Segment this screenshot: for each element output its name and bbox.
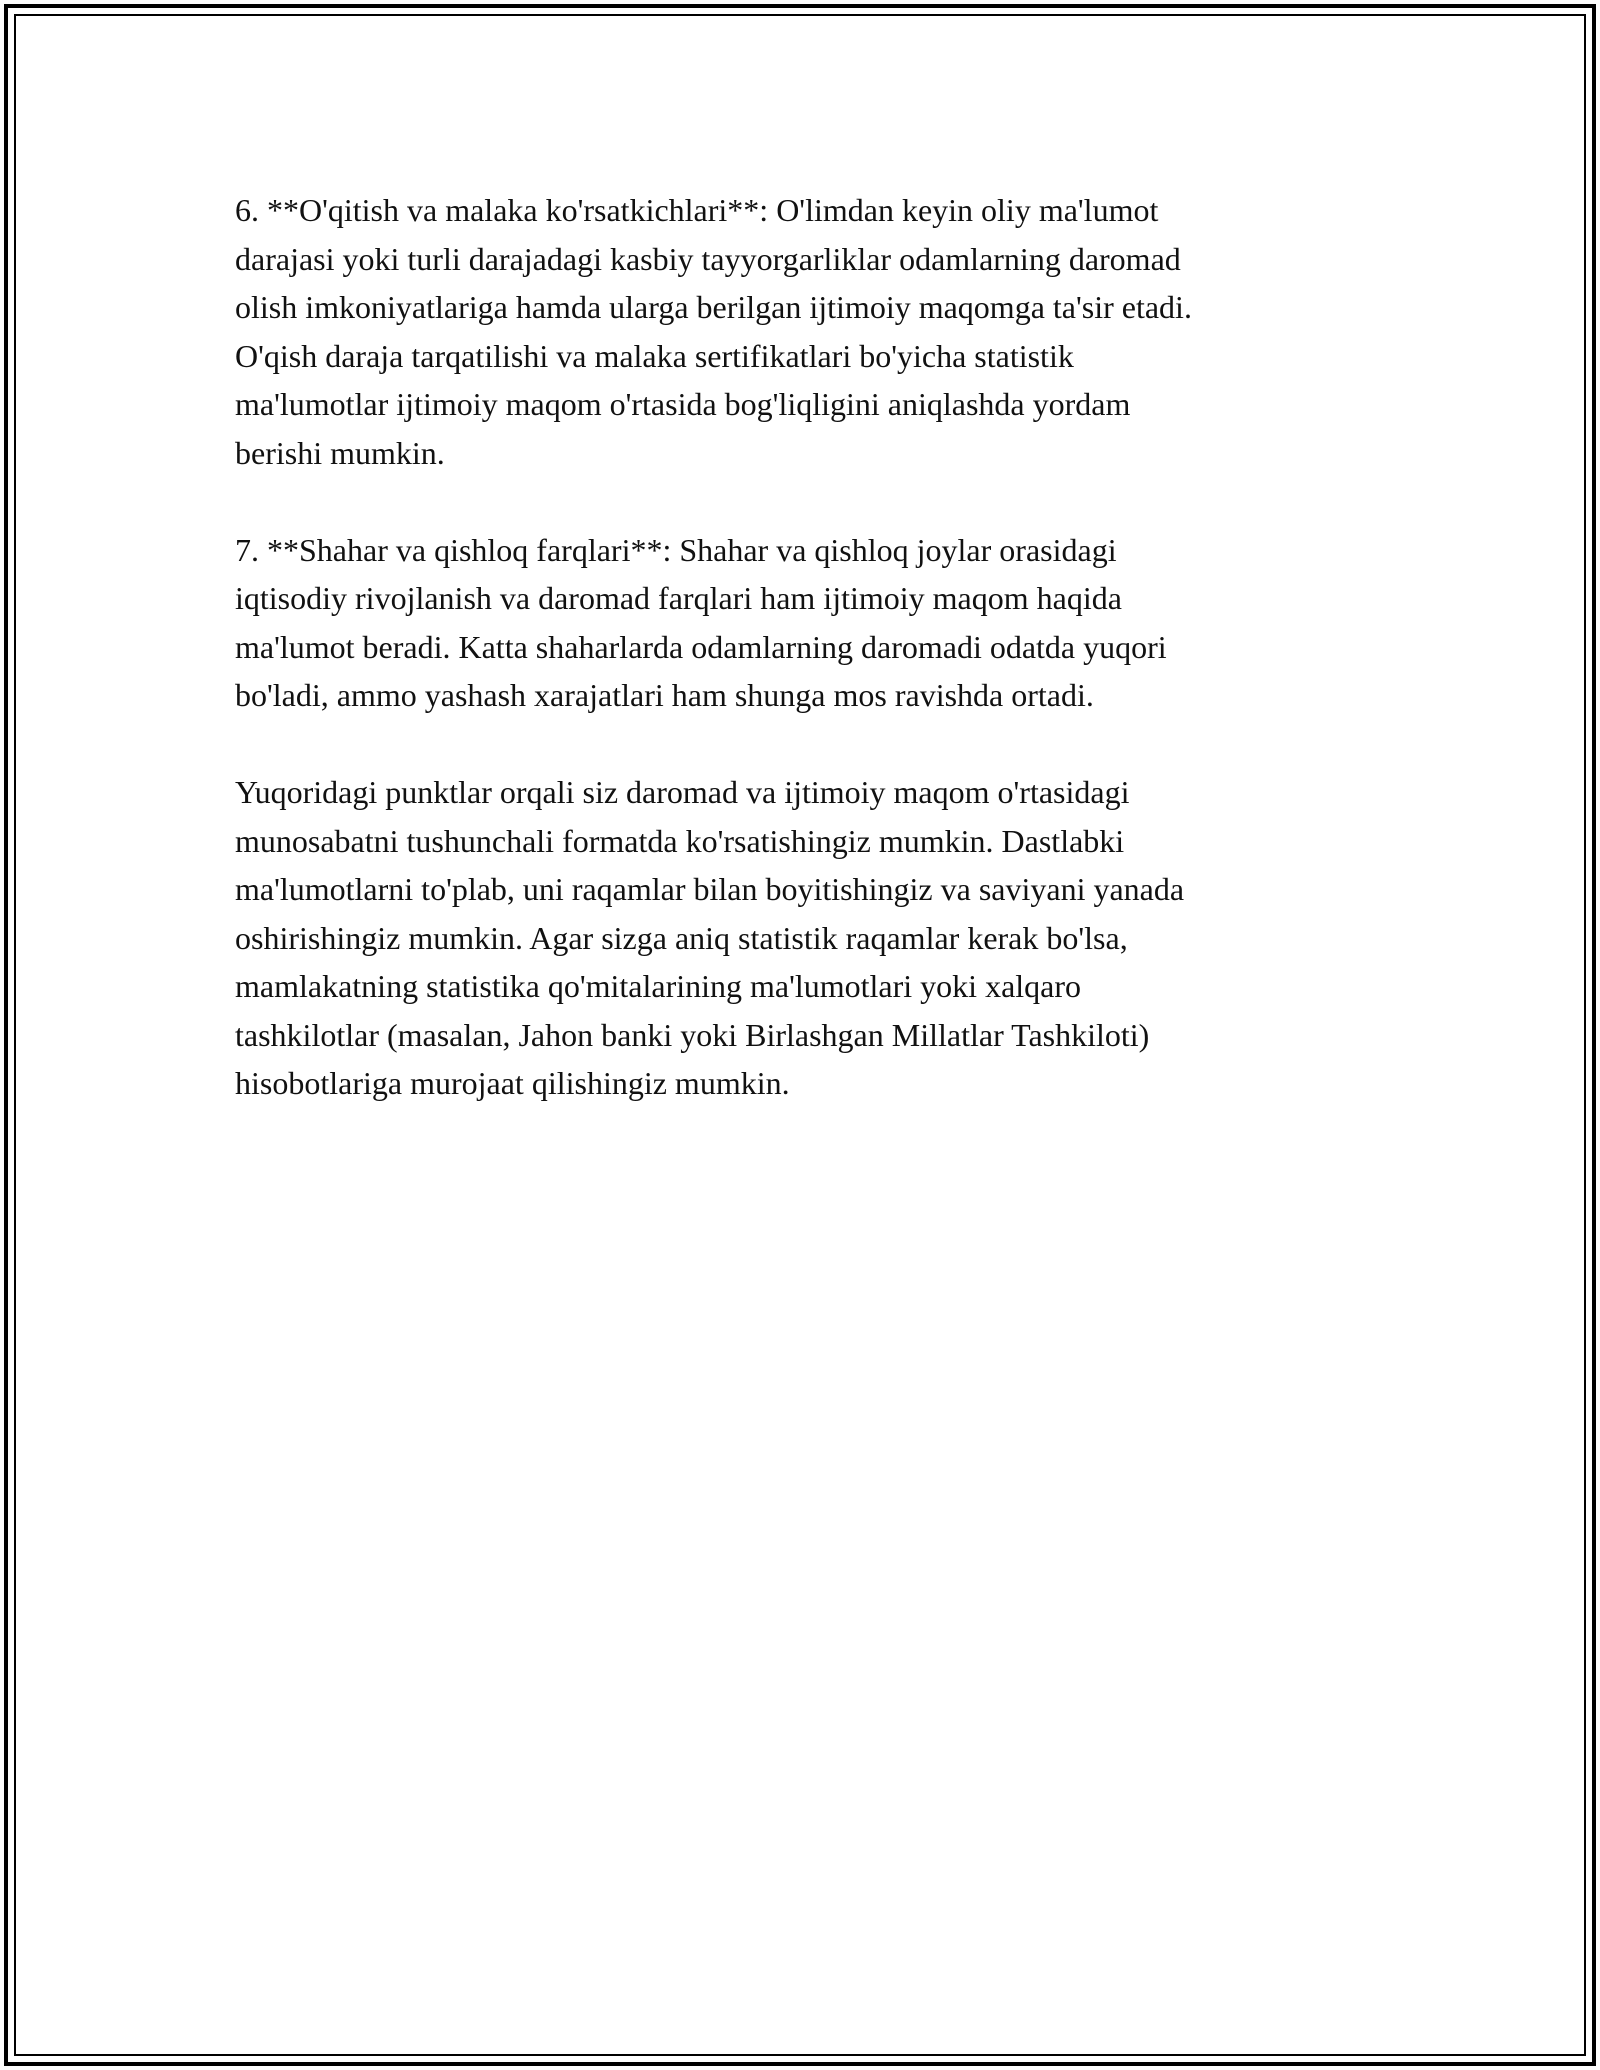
paragraph-urban-rural-differences: 7. **Shahar va qishloq farqlari**: Shahar va qishloq joylar orasidagi iqtisodiy rivojlanish va daromad farqlari ham ijtimoiy maqom haqida ma'lumot beradi. Katta shaharlarda odamlarning daromadi odatda yuqori bo'ladi, ammo yashash xarajatlari ham shunga mos ravishda ortadi. (235, 531, 1167, 713)
paragraph-education-qualifications: 6. **O'qitish va malaka ko'rsatkichlari**: O'limdan keyin oliy ma'lumot darajasi yoki turli darajadagi kasbiy tayyorgarliklar odamlarning daromad olish imkoniyatlariga hamda ularga berilgan ijtimoiy maqomga ta'sir etadi. O'qish daraja tarqatilishi va malaka sertifikatlari bo'yicha statistik ma'lumotlar ijtimoiy maqom o'rtasida bog'liqligini aniqlashda yordam berishi mumkin. (235, 192, 1192, 471)
paragraph-conclusion: Yuqoridagi punktlar orqali siz daromad va ijtimoiy maqom o'rtasidagi munosabatni tushunchali formatda ko'rsatishingiz mumkin. Dastlabki ma'lumotlarni to'plab, uni raqamlar bilan boyitishingiz va saviyani yanada oshirishingiz mumkin. Agar sizga aniq statistik raqamlar kerak bo'lsa, mamlakatning statistika qo'mitalarining ma'lumotlari yoki xalqaro tashkilotlar (masalan, Jahon banki yoki Birlashgan Millatlar Tashkiloti) hisobotlariga murojaat qilishingiz mumkin. (235, 774, 1185, 1101)
document-body (235, 186, 1365, 1156)
